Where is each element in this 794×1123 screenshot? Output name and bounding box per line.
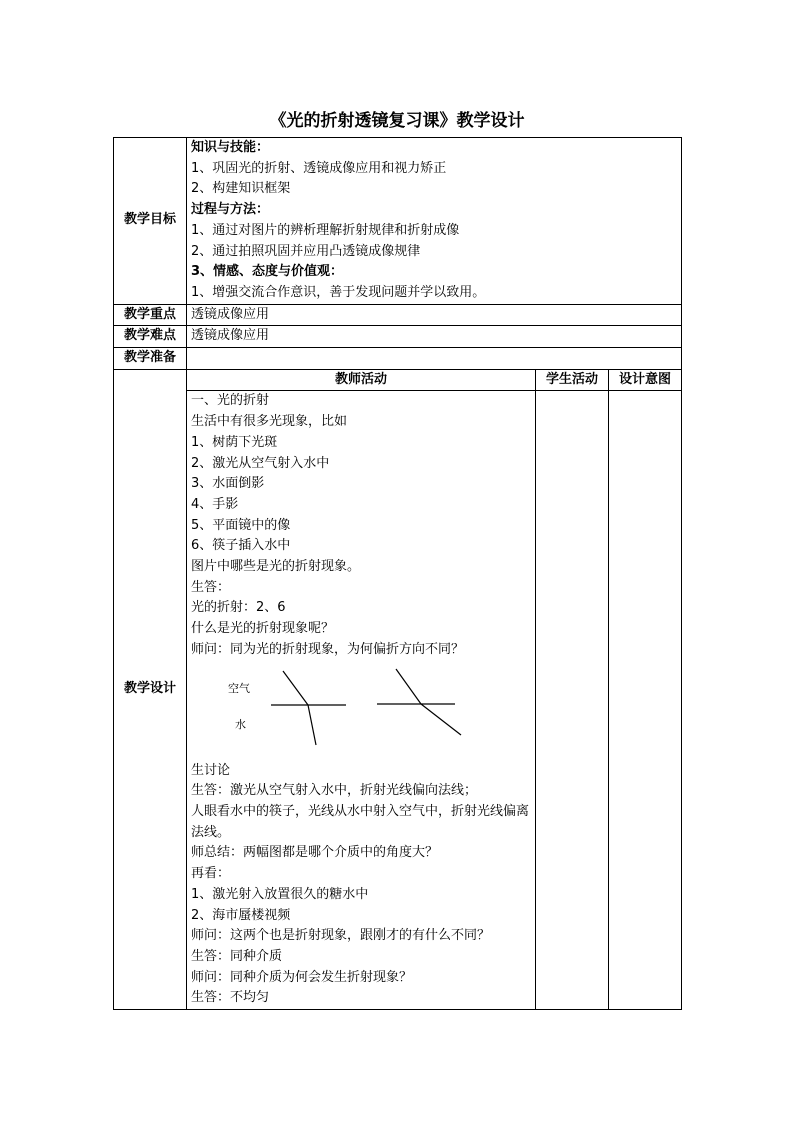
knowledge-item: 1、巩固光的折射、透镜成像应用和视力矫正 xyxy=(191,160,447,176)
teacher-line: 6、筷子插入水中 xyxy=(191,538,291,554)
focus-label: 教学重点 xyxy=(114,304,187,326)
teacher-line: 师问：这两个也是折射现象，跟刚才的有什么不同？ xyxy=(191,928,491,944)
design-header-row xyxy=(114,369,682,391)
difficulty-row xyxy=(114,326,682,348)
teacher-line: 人眼看水中的筷子，光线从水中射入空气中，折射光线偏离法线。 xyxy=(191,803,530,840)
teacher-activity-content xyxy=(187,391,536,1010)
teacher-line: 图片中哪些是光的折射现象。 xyxy=(191,559,361,575)
design-content-row xyxy=(114,391,682,1010)
teacher-activity-header: 教师活动 xyxy=(187,369,536,391)
incident-ray-left xyxy=(283,671,308,705)
knowledge-title: 知识与技能： xyxy=(191,140,270,155)
teacher-line: 生答：激光从空气射入水中，折射光线偏向法线； xyxy=(191,783,478,799)
teacher-line: 再看： xyxy=(191,866,231,882)
teacher-line: 3、水面倒影 xyxy=(191,476,265,492)
design-label: 教学设计 xyxy=(114,369,187,1009)
process-item: 2、通过拍照巩固并应用凸透镜成像规律 xyxy=(191,243,421,259)
refraction-diagram xyxy=(191,661,531,761)
process-item: 1、通过对图片的辨析理解折射规律和折射成像 xyxy=(191,222,460,238)
difficulty-label: 教学难点 xyxy=(114,326,187,348)
objectives-row xyxy=(114,138,682,305)
objectives-label: 教学目标 xyxy=(114,138,187,305)
water-label: 水 xyxy=(235,717,246,731)
teacher-line: 一、光的折射 xyxy=(191,393,270,409)
design-intent-content xyxy=(609,391,682,1010)
teacher-line: 生活中有很多光现象，比如 xyxy=(191,414,348,430)
teacher-line: 生答： xyxy=(191,579,231,595)
teacher-line: 师问：同种介质为何会发生折射现象？ xyxy=(191,969,413,985)
emotion-title: 3、情感、态度与价值观： xyxy=(191,264,344,280)
lesson-plan-table xyxy=(113,137,682,1010)
student-activity-header: 学生活动 xyxy=(536,369,609,391)
teacher-line: 师总结：两幅图都是哪个介质中的角度大？ xyxy=(191,845,439,861)
emotion-item: 1、增强交流合作意识，善于发现问题并学以致用。 xyxy=(191,284,486,300)
refracted-ray-right xyxy=(396,669,421,704)
knowledge-item: 2、构建知识框架 xyxy=(191,181,291,197)
objectives-content xyxy=(187,138,682,305)
teacher-lines-after xyxy=(191,761,531,1009)
teacher-line: 2、激光从空气射入水中 xyxy=(191,455,330,471)
preparation-value xyxy=(187,348,682,370)
process-title: 过程与方法： xyxy=(191,202,270,218)
teacher-line: 什么是光的折射现象呢？ xyxy=(191,621,335,637)
teacher-line: 2、海市蜃楼视频 xyxy=(191,907,291,923)
incident-ray-right xyxy=(421,704,461,735)
teacher-lines-before xyxy=(191,391,531,660)
teacher-line: 生答：不均匀 xyxy=(191,990,270,1006)
preparation-label: 教学准备 xyxy=(114,348,187,370)
teacher-line: 光的折射：2、6 xyxy=(191,600,286,616)
document-title: 《光的折射透镜复习课》教学设计 xyxy=(269,111,525,131)
teacher-line: 生讨论 xyxy=(191,762,231,778)
teacher-line: 1、激光射入放置很久的糖水中 xyxy=(191,886,369,902)
teacher-line: 1、树荫下光斑 xyxy=(191,434,278,450)
teacher-line: 4、手影 xyxy=(191,496,239,512)
preparation-row xyxy=(114,348,682,370)
refracted-ray-left xyxy=(308,705,316,745)
student-activity-content xyxy=(536,391,609,1010)
air-label: 空气 xyxy=(228,681,250,695)
focus-row xyxy=(114,304,682,326)
difficulty-value: 透镜成像应用 xyxy=(187,326,682,348)
teacher-line: 师问：同为光的折射现象，为何偏折方向不同？ xyxy=(191,641,465,657)
refraction-lines-svg xyxy=(191,661,531,761)
focus-value: 透镜成像应用 xyxy=(187,304,682,326)
design-intent-header: 设计意图 xyxy=(609,369,682,391)
teacher-line: 5、平面镜中的像 xyxy=(191,517,291,533)
teacher-line: 生答：同种介质 xyxy=(191,948,283,964)
